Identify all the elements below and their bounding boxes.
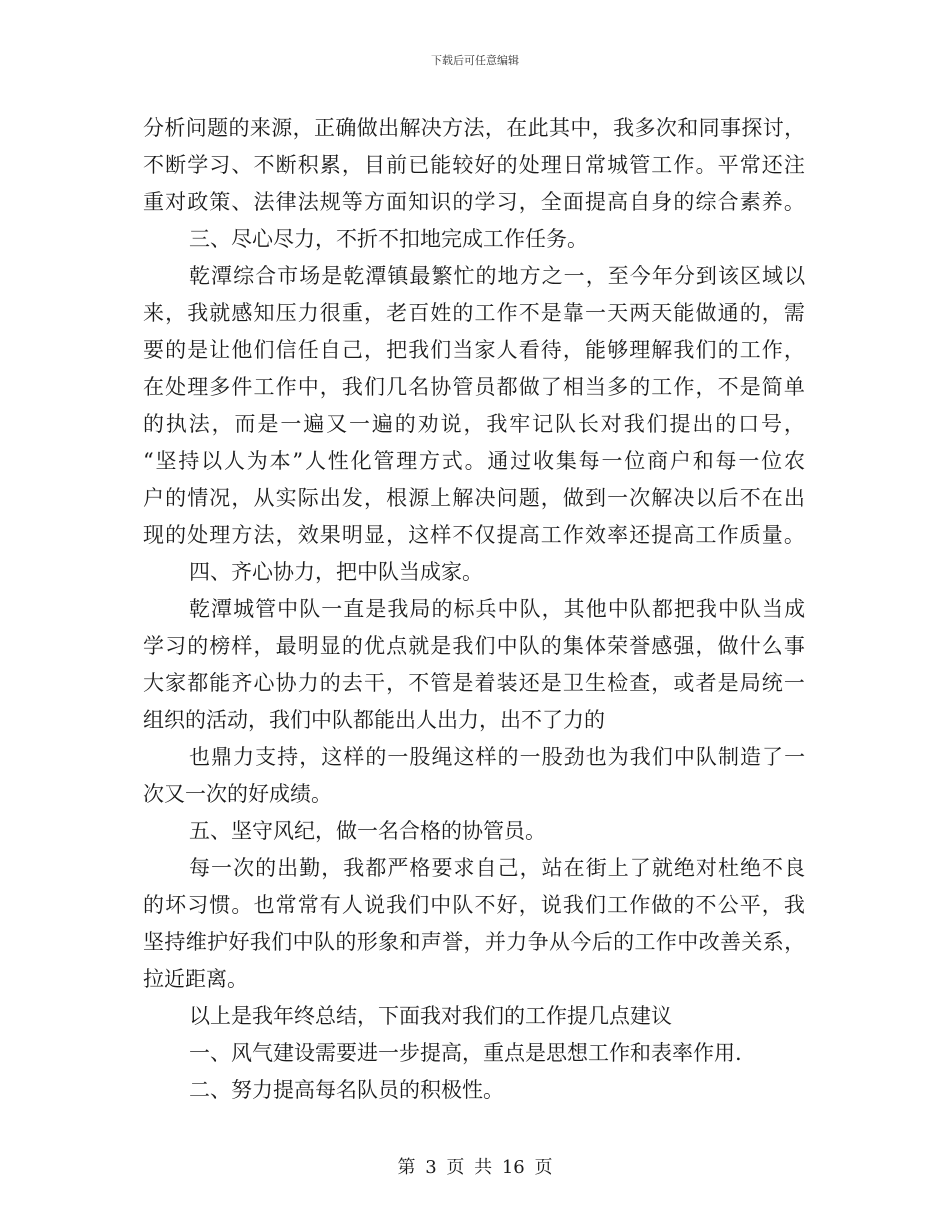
page-footer: 第 3 页 共 16 页 xyxy=(397,1157,553,1178)
body-line: 三、尽心尽力，不折不扣地完成工作任务。 xyxy=(189,227,588,251)
body-line: 次又一次的好成绩。 xyxy=(143,782,332,806)
body-line: 不断学习、不断积累，目前已能较好的处理日常城管工作。平常还注 xyxy=(143,153,806,177)
body-line: 以上是我年终总结，下面我对我们的工作提几点建议 xyxy=(189,1004,672,1028)
body-line: “坚持以人为本”人性化管理方式。通过收集每一位商户和每一位农 xyxy=(143,449,807,473)
body-line: 二、努力提高每名队员的积极性。 xyxy=(189,1078,504,1102)
body-line: 一、风气建设需要进一步提高，重点是思想工作和表率作用. xyxy=(189,1041,742,1065)
document-body xyxy=(143,110,805,1109)
body-line: 四、齐心协力，把中队当成家。 xyxy=(189,560,483,584)
body-line: 乾潭城管中队一直是我局的标兵中队，其他中队都把我中队当成 xyxy=(189,597,807,621)
body-line: 户的情况，从实际出发，根源上解决问题，做到一次解决以后不在出 xyxy=(143,486,806,510)
body-line: 每一次的出勤，我都严格要求自己，站在街上了就绝对杜绝不良 xyxy=(189,856,807,880)
body-line: 大家都能齐心协力的去干，不管是着装还是卫生检查，或者是局统一 xyxy=(143,671,806,695)
body-line: 分析问题的来源，正确做出解决方法，在此其中，我多次和同事探讨， xyxy=(143,116,806,140)
body-line: 现的处理方法，效果明显，这样不仅提高工作效率还提高工作质量。 xyxy=(143,523,806,547)
body-line: 学习的榜样，最明显的优点就是我们中队的集体荣誉感强，做什么事 xyxy=(143,634,806,658)
body-line: 坚持维护好我们中队的形象和声誉，并力争从今后的工作中改善关系， xyxy=(143,930,806,954)
body-line: 乾潭综合市场是乾潭镇最繁忙的地方之一，至今年分到该区域以 xyxy=(189,264,807,288)
body-line: 也鼎力支持，这样的一股绳这样的一股劲也为我们中队制造了一 xyxy=(189,745,807,769)
body-line: 的坏习惯。也常常有人说我们中队不好，说我们工作做的不公平，我 xyxy=(143,893,806,917)
body-line: 在处理多件工作中，我们几名协管员都做了相当多的工作，不是简单 xyxy=(143,375,806,399)
body-line: 重对政策、法律法规等方面知识的学习，全面提高自身的综合素养。 xyxy=(143,190,806,214)
page-header: 下载后可任意编辑 xyxy=(431,54,519,67)
body-line: 来，我就感知压力很重，老百姓的工作不是靠一天两天能做通的，需 xyxy=(143,301,806,325)
body-line: 拉近距离。 xyxy=(143,967,248,991)
body-line: 的执法，而是一遍又一遍的劝说，我牢记队长对我们提出的口号， xyxy=(143,412,807,436)
body-line: 组织的活动，我们中队都能出人出力，出不了力的 xyxy=(143,708,605,732)
body-line: 五、坚守风纪，做一名合格的协管员。 xyxy=(189,819,546,843)
body-line: 要的是让他们信任自己，把我们当家人看待，能够理解我们的工作， xyxy=(143,338,806,362)
